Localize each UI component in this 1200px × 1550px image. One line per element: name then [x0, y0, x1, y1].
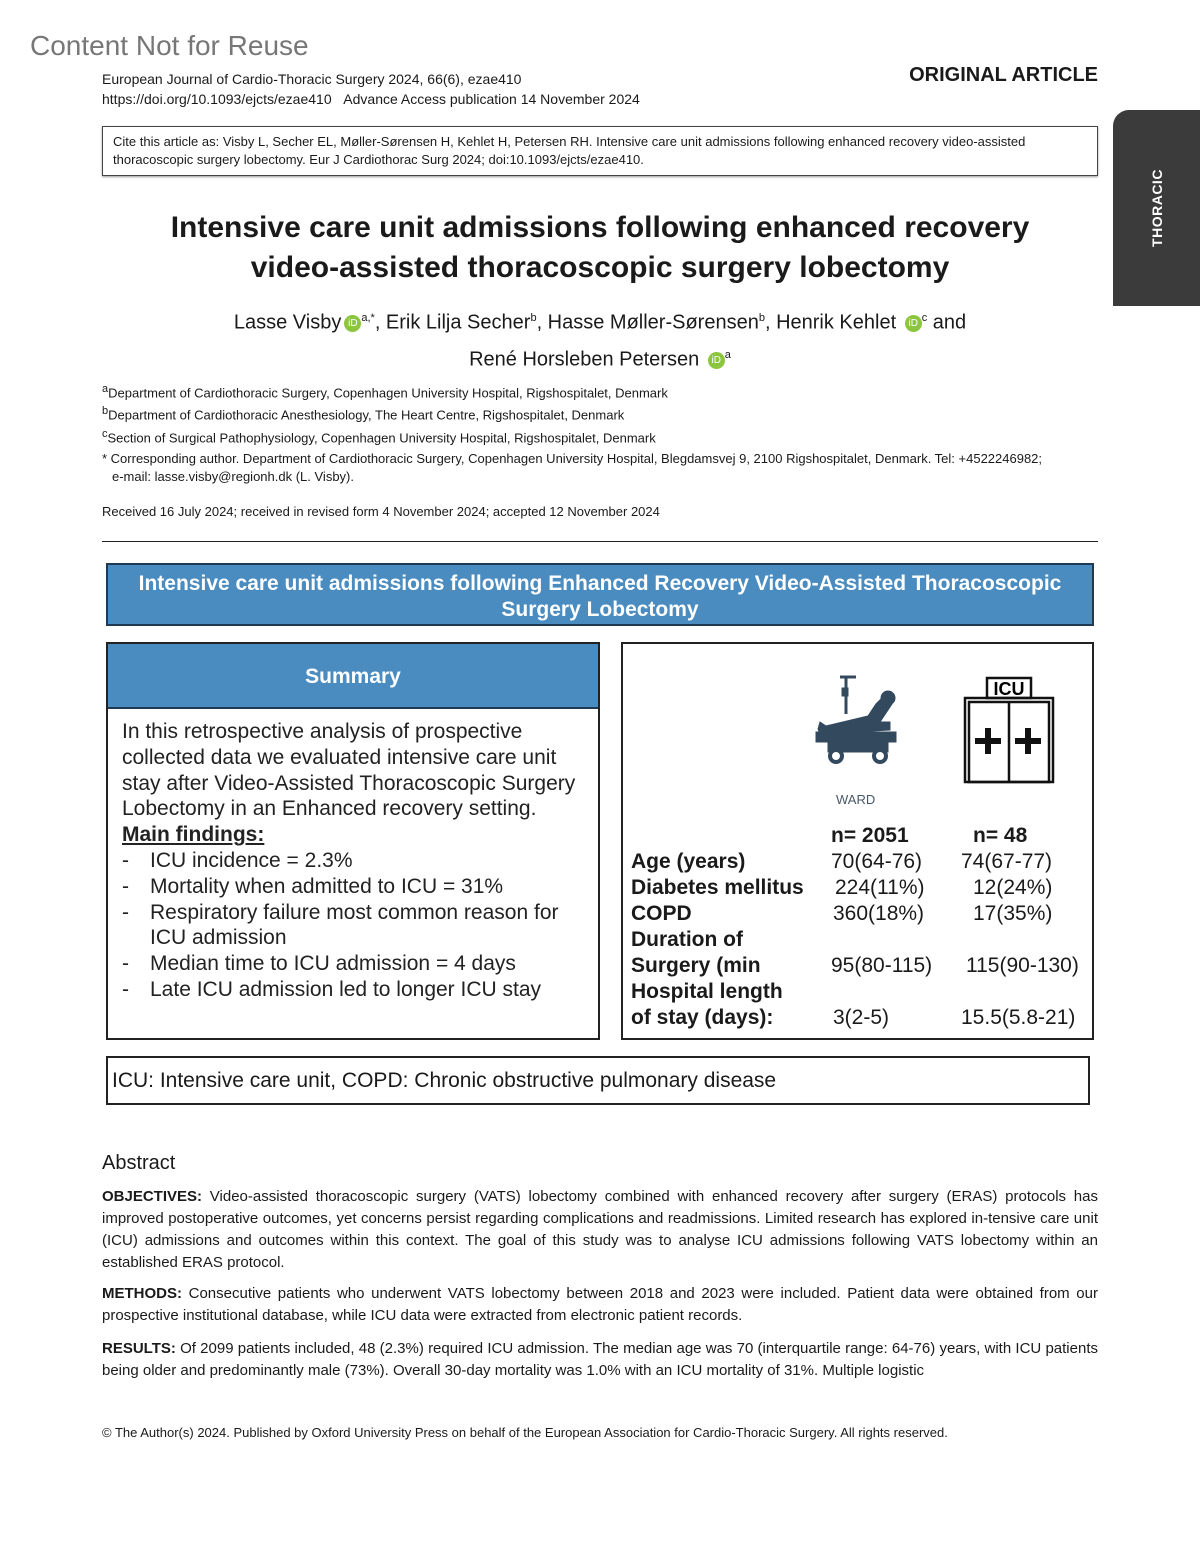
author-name[interactable]: , Henrik Kehlet	[764, 311, 897, 334]
icu-doors-icon	[963, 676, 1055, 784]
abstract-methods	[102, 1283, 1098, 1327]
ward-value: 360(18%)	[833, 902, 925, 925]
journal-header	[102, 69, 640, 109]
para-label: RESULTS:	[102, 1340, 176, 1357]
summary-heading: Summary	[108, 644, 598, 709]
finding-item: - Mortality when admitted to ICU = 31%	[122, 874, 584, 900]
orcid-icon[interactable]: iD	[708, 352, 725, 369]
author-name[interactable]: René Horsleben Petersen	[469, 348, 700, 371]
icu-value: 74(67-77)	[961, 850, 1053, 873]
author-sup: c	[921, 312, 928, 324]
author-sup: b	[758, 312, 765, 324]
icu-value: 12(24%)	[973, 876, 1053, 899]
journal-citation: European Journal of Cardio-Thoracic Surgery 2024, 66(6), ezae410	[102, 71, 522, 87]
title-line: Intensive care unit admissions following enhanced recovery	[170, 211, 1030, 244]
icu-value: 15.5(5.8-21)	[961, 1006, 1076, 1029]
article-title	[100, 208, 1100, 288]
aff-sup: c	[102, 427, 108, 440]
n-ward: n= 2051	[831, 824, 909, 847]
table-row	[631, 901, 1091, 927]
ga-title-line: Surgery Lobectomy	[501, 598, 699, 621]
author-and: and	[927, 311, 967, 334]
advance-access: Advance Access publication 14 November 2024	[343, 91, 640, 107]
received-dates: Received 16 July 2024; received in revised form 4 November 2024; accepted 12 November 2024	[102, 504, 660, 519]
corresponding-author	[102, 450, 1102, 486]
para-label: OBJECTIVES:	[102, 1188, 203, 1205]
ward-value: 3(2-5)	[833, 1006, 890, 1029]
aff-sup: b	[102, 405, 109, 418]
corr-line: * Corresponding author. Department of Cardiothoracic Surgery, Copenhagen University Hospital, Blegdamsvej 9, 2100 Rigshospitalet, Denmark. Tel: +4522246982;	[102, 451, 1043, 466]
affiliation	[102, 402, 668, 424]
findings-heading: Main findings:	[122, 823, 265, 847]
comparison-box	[621, 642, 1094, 1040]
affiliation	[102, 380, 668, 402]
author-list	[100, 302, 1100, 375]
hospital-bed-icon	[808, 674, 908, 774]
section-tab	[1113, 110, 1200, 306]
aff-sup: a	[102, 383, 109, 395]
icu-sign: ICU	[993, 679, 1025, 699]
table-row	[631, 979, 1091, 1031]
doi-link[interactable]: https://doi.org/10.1093/ejcts/ezae410	[102, 91, 332, 107]
finding-item: - Late ICU admission led to longer ICU stay	[122, 977, 584, 1003]
abstract-objectives	[102, 1186, 1098, 1274]
ward-value: 224(11%)	[835, 876, 925, 899]
affiliation	[102, 425, 668, 447]
watermark: Content Not for Reuse	[30, 30, 309, 61]
aff-text: Department of Cardiothoracic Surgery, Copenhagen University Hospital, Rigshospitalet, Denmark	[108, 385, 668, 401]
author-sup: a	[724, 348, 731, 361]
abstract-results	[102, 1338, 1098, 1382]
para-text: Consecutive patients who underwent VATS lobectomy between 2018 and 2023 were included. Patient data were obtained from our prospective institutional database, while ICU data were extracted from electronic patient records.	[102, 1285, 1098, 1324]
summary-box	[106, 642, 600, 1040]
finding-item: - Respiratory failure most common reason for ICU admission	[122, 900, 584, 952]
row-label: COPD	[631, 902, 692, 925]
article-type: ORIGINAL ARTICLE	[909, 64, 1098, 86]
row-label: Surgery (min	[631, 954, 761, 977]
para-text: Video-assisted thoracoscopic surgery (VATS) lobectomy combined with enhanced recovery after surgery (ERAS) protocols has improved postoperative outcomes, yet concerns persist regarding complications and readmissions. Limited research has explored in-tensive care unit (ICU) admissions and outcomes within this context. The goal of this study was to analyse ICU admissions following VATS lobectomy within an established ERAS protocol.	[102, 1188, 1098, 1271]
cite-box: Cite this article as: Visby L, Secher EL, Møller-Sørensen H, Kehlet H, Petersen RH. Intensive care unit admissions following enhanced recovery video-assisted thoracoscopic surgery lobectomy. Eur J Cardiothorac Surg 2024; doi:10.1093/ejcts/ezae410.	[102, 126, 1098, 176]
finding-item: - Median time to ICU admission = 4 days	[122, 951, 584, 977]
section-tab-label: THORACIC	[1148, 169, 1165, 247]
ga-title-line: Intensive care unit admissions following Enhanced Recovery Video-Assisted Thoracoscopic	[138, 572, 1062, 595]
author-sup: a,*	[361, 312, 375, 324]
row-label: Duration of	[631, 928, 743, 951]
row-label: of stay (days):	[631, 1006, 774, 1029]
icu-value: 17(35%)	[973, 902, 1053, 925]
ward-value: 70(64-76)	[831, 850, 923, 873]
graphical-abstract-title	[106, 563, 1094, 626]
author-name[interactable]: Lasse Visby	[233, 311, 342, 334]
icu-value: 115(90-130)	[966, 954, 1079, 977]
row-label: Hospital length	[631, 980, 783, 1003]
row-label: Age (years)	[631, 850, 746, 873]
author-name[interactable]: , Erik Lilja Secher	[374, 311, 531, 334]
author-sup: b	[530, 312, 537, 324]
table-row	[631, 849, 1091, 875]
row-label: Diabetes mellitus	[631, 876, 804, 899]
para-text: Of 2099 patients included, 48 (2.3%) required ICU admission. The median age was 70 (interquartile range: 64-76) years, with ICU patients being older and predominantly male (73%). Overall 30-day mortality was 1.0% with an ICU mortality of 31%. Multiple logistic	[102, 1340, 1098, 1379]
divider	[102, 541, 1098, 542]
author-name[interactable]: , Hasse Møller-Sørensen	[536, 311, 759, 334]
copyright: © The Author(s) 2024. Published by Oxford University Press on behalf of the European Association for Cardio-Thoracic Surgery. All rights reserved.	[102, 1425, 948, 1440]
aff-text: Department of Cardiothoracic Anesthesiology, The Heart Centre, Rigshospitalet, Denmark	[108, 407, 625, 423]
abbreviations-footnote: ICU: Intensive care unit, COPD: Chronic obstructive pulmonary disease	[106, 1056, 1090, 1105]
orcid-icon[interactable]: iD	[905, 315, 922, 332]
finding-item: - ICU incidence = 2.3%	[122, 848, 584, 874]
ward-value: 95(80-115)	[831, 954, 933, 977]
para-label: METHODS:	[102, 1285, 182, 1302]
aff-text: Section of Surgical Pathophysiology, Copenhagen University Hospital, Rigshospitalet, Denmark	[107, 429, 656, 445]
table-row	[631, 875, 1091, 901]
abstract-heading: Abstract	[102, 1152, 176, 1174]
ward-label: WARD	[836, 792, 876, 807]
table-row	[631, 927, 1091, 979]
title-line: video-assisted thoracoscopic surgery lobectomy	[250, 251, 950, 284]
corr-email[interactable]: e-mail: lasse.visby@regionh.dk (L. Visby).	[112, 469, 354, 484]
summary-text: In this retrospective analysis of prospective collected data we evaluated intensive care unit stay after Video-Assisted Thoracoscopic Surgery Lobectomy in an Enhanced recovery setting.	[122, 720, 576, 821]
n-icu: n= 48	[973, 824, 1028, 847]
orcid-icon[interactable]: iD	[344, 315, 361, 332]
affiliations	[102, 380, 668, 447]
